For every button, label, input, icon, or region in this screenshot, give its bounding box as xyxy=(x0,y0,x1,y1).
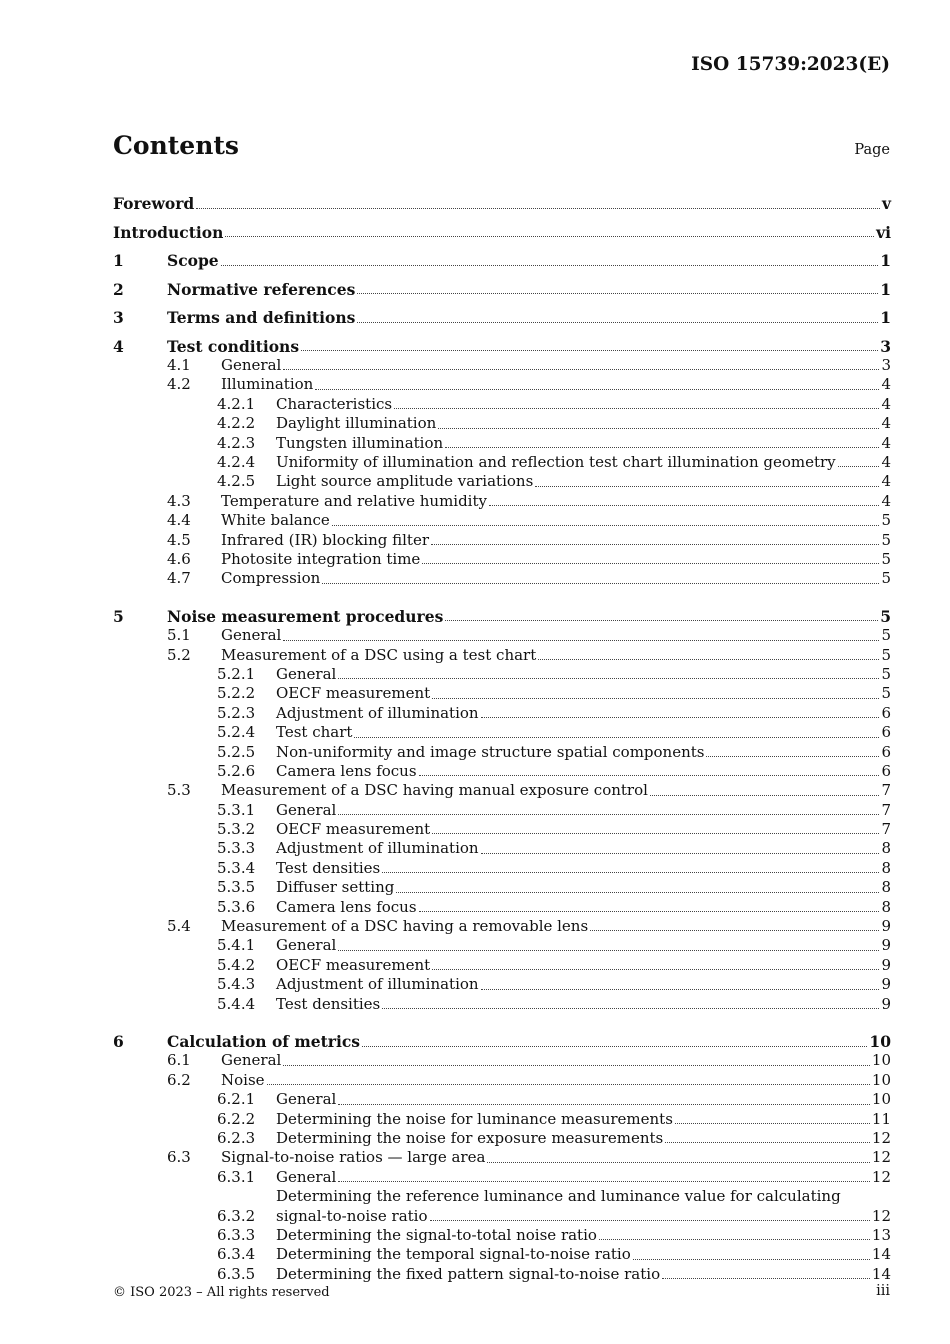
dot-leader xyxy=(487,1162,870,1163)
section-gap xyxy=(113,1014,891,1023)
dot-leader xyxy=(445,447,879,448)
dot-leader xyxy=(633,1259,870,1260)
section-gap xyxy=(113,589,891,598)
toc-entry-page: 12 xyxy=(871,1129,891,1148)
dot-leader xyxy=(662,1278,870,1279)
toc-entry-title: General xyxy=(221,1051,282,1070)
dot-leader xyxy=(489,505,879,506)
toc-entry-title: General xyxy=(276,1090,337,1109)
toc-entry-number: 4.4 xyxy=(167,511,191,530)
toc-entry-title: General xyxy=(276,936,337,955)
toc-entry[interactable] xyxy=(113,1245,891,1264)
dot-leader xyxy=(283,369,879,370)
toc-entry[interactable] xyxy=(113,646,891,665)
toc-entry-number: 4.1 xyxy=(167,355,191,374)
toc-entry-title: Scope xyxy=(167,251,219,271)
dot-leader xyxy=(419,775,880,776)
toc-entry[interactable] xyxy=(113,743,891,762)
toc-entry[interactable] xyxy=(113,414,891,433)
toc-entry[interactable] xyxy=(113,375,891,394)
toc-entry[interactable] xyxy=(113,1168,891,1187)
toc-entry[interactable] xyxy=(113,665,891,684)
toc-entry-number: 3 xyxy=(113,308,124,328)
toc-entry-page: 5 xyxy=(881,645,891,664)
dot-leader xyxy=(419,911,880,912)
toc-entry-number: 5.2.5 xyxy=(217,742,256,761)
toc-entry-title: Temperature and relative humidity xyxy=(221,491,487,510)
dot-leader xyxy=(432,969,879,970)
dot-leader xyxy=(332,525,880,526)
toc-entry[interactable] xyxy=(113,1023,891,1052)
toc-entry-title: Normative references xyxy=(167,279,356,299)
dot-leader xyxy=(301,350,878,351)
toc-entry-title: Tungsten illumination xyxy=(276,433,444,452)
toc-entry-page: 7 xyxy=(881,820,891,839)
toc-entry-page: 3 xyxy=(880,336,891,356)
toc-entry-page: 8 xyxy=(881,839,891,858)
dot-leader xyxy=(382,1008,879,1009)
toc-entry[interactable] xyxy=(113,214,891,243)
toc-entry-number: 6.2.1 xyxy=(217,1090,256,1109)
toc-entry-number: 4 xyxy=(113,336,124,356)
toc-entry-page: v xyxy=(881,194,891,214)
dot-leader xyxy=(338,1104,870,1105)
toc-entry-title: Infrared (IR) blocking filter xyxy=(221,530,429,549)
toc-entry-title: Measurement of a DSC having a removable lens xyxy=(221,917,589,936)
dot-leader xyxy=(357,293,878,294)
toc-entry[interactable] xyxy=(113,1129,891,1148)
dot-leader xyxy=(665,1142,870,1143)
toc-entry-title: Determining the noise for luminance measurements xyxy=(276,1109,673,1128)
toc-entry[interactable] xyxy=(113,395,891,414)
toc-entry-page: 1 xyxy=(880,308,891,328)
toc-entry[interactable] xyxy=(113,781,891,800)
toc-entry-number: 6.3.3 xyxy=(217,1226,256,1245)
toc-entry-number: 4.2 xyxy=(167,375,191,394)
toc-entry-title: Diffuser setting xyxy=(276,878,395,897)
toc-entry-page: 8 xyxy=(881,897,891,916)
toc-entry[interactable] xyxy=(113,995,891,1014)
dot-leader xyxy=(481,853,880,854)
dot-leader xyxy=(338,1181,870,1182)
dot-leader xyxy=(338,950,879,951)
toc-entry-title: Illumination xyxy=(221,375,314,394)
toc-entry-title: Noise measurement procedures xyxy=(167,606,444,626)
toc-entry-number: 5.1 xyxy=(167,626,191,645)
toc-entry-page: 5 xyxy=(881,626,891,645)
toc-entry-page: 10 xyxy=(871,1070,891,1089)
toc-entry-title: Test chart xyxy=(276,723,353,742)
toc-entry-number: 6.2.3 xyxy=(217,1129,256,1148)
toc-entry-page: 9 xyxy=(881,975,891,994)
toc-entry-number: 5 xyxy=(113,606,124,626)
toc-entry[interactable] xyxy=(113,975,891,994)
toc-entry-page: 7 xyxy=(881,800,891,819)
toc-entry-title: Introduction xyxy=(113,222,224,242)
toc-entry-title: OECF measurement xyxy=(276,684,431,703)
toc-entry-page: 6 xyxy=(881,723,891,742)
toc-entry-page: 12 xyxy=(871,1148,891,1167)
dot-leader xyxy=(481,989,880,990)
toc-entry-title-continuation xyxy=(276,1207,891,1226)
toc-entry-title: Test densities xyxy=(276,994,381,1013)
dot-leader xyxy=(432,833,879,834)
toc-entry-number: 5.2.4 xyxy=(217,723,256,742)
toc-entry-page: 12 xyxy=(871,1206,891,1225)
dot-leader xyxy=(338,814,879,815)
toc-entry-page: vi xyxy=(876,222,891,242)
toc-entry-number: 4.6 xyxy=(167,549,191,568)
toc-entry-title: White balance xyxy=(221,511,330,530)
toc-entry-number: 4.7 xyxy=(167,569,191,588)
dot-leader xyxy=(445,620,878,621)
dot-leader xyxy=(394,408,879,409)
toc-entry-title: Uniformity of illumination and reflection test chart illumination geometry xyxy=(276,452,836,471)
toc-entry-number: 4.3 xyxy=(167,491,191,510)
toc-entry-number: 5.4.1 xyxy=(217,936,256,955)
toc-entry[interactable] xyxy=(113,1110,891,1129)
toc-entry[interactable] xyxy=(113,762,891,781)
toc-entry[interactable] xyxy=(113,299,891,328)
toc-entry[interactable] xyxy=(113,434,891,453)
dot-leader xyxy=(431,544,879,545)
toc-entry-number: 6.3.5 xyxy=(217,1264,256,1283)
toc-entry[interactable] xyxy=(113,453,891,472)
toc-entry-number: 5.2.1 xyxy=(217,664,256,683)
toc-entry[interactable] xyxy=(113,1148,891,1167)
toc-entry-title: Determining the reference luminance and luminance value for calculating xyxy=(276,1187,841,1206)
toc-entry[interactable] xyxy=(113,917,891,936)
toc-entry-page: 7 xyxy=(881,781,891,800)
toc-entry-page: 10 xyxy=(871,1051,891,1070)
dot-leader xyxy=(675,1123,870,1124)
toc-entry-number: 2 xyxy=(113,279,124,299)
dot-leader xyxy=(430,1220,870,1221)
toc-entry-number: 4.2.1 xyxy=(217,394,256,413)
toc-entry-number: 5.3.3 xyxy=(217,839,256,858)
toc-entry-number: 4.2.3 xyxy=(217,433,256,452)
toc-entry-page: 6 xyxy=(881,742,891,761)
toc-entry-page: 14 xyxy=(871,1264,891,1283)
toc-entry-number: 5.3 xyxy=(167,781,191,800)
toc-entry-title: General xyxy=(221,355,282,374)
toc-entry[interactable] xyxy=(113,185,891,214)
toc-entry[interactable] xyxy=(113,472,891,491)
toc-entry-title: Terms and definitions xyxy=(167,308,356,328)
dot-leader xyxy=(590,930,879,931)
toc-entry-title: Noise xyxy=(221,1070,265,1089)
dot-leader xyxy=(315,389,879,390)
toc-entry-title: General xyxy=(276,664,337,683)
toc-entry-page: 12 xyxy=(871,1167,891,1186)
toc-entry-title: Determining the noise for exposure measurements xyxy=(276,1129,664,1148)
toc-entry-title: Measurement of a DSC using a test chart xyxy=(221,645,537,664)
toc-entry[interactable] xyxy=(113,723,891,742)
toc-entry-title: Adjustment of illumination xyxy=(276,975,479,994)
dot-leader xyxy=(422,563,879,564)
toc-entry-number: 5.2.3 xyxy=(217,703,256,722)
dot-leader xyxy=(706,756,879,757)
toc-entry-title: Measurement of a DSC having manual exposure control xyxy=(221,781,648,800)
dot-leader xyxy=(382,872,879,873)
dot-leader xyxy=(354,737,879,738)
toc-entry-title: Test densities xyxy=(276,858,381,877)
toc-entry-number: 5.3.4 xyxy=(217,858,256,877)
toc-entry-number: 5.3.2 xyxy=(217,820,256,839)
toc-entry-title: Signal-to-noise ratios — large area xyxy=(221,1148,486,1167)
toc-entry-title: General xyxy=(276,800,337,819)
toc-entry-page: 3 xyxy=(881,355,891,374)
dot-leader xyxy=(396,892,879,893)
toc-entry-page: 1 xyxy=(880,279,891,299)
toc-entry[interactable] xyxy=(113,356,891,375)
toc-entry-title: Photosite integration time xyxy=(221,549,421,568)
toc-entry[interactable] xyxy=(113,1226,891,1245)
toc-entry-page: 5 xyxy=(881,511,891,530)
toc-entry[interactable] xyxy=(113,839,891,858)
toc-entry-number: 6.1 xyxy=(167,1051,191,1070)
toc-entry-page: 5 xyxy=(881,569,891,588)
toc-entry-page: 8 xyxy=(881,858,891,877)
toc-entry-page: 8 xyxy=(881,878,891,897)
toc-entry[interactable] xyxy=(113,801,891,820)
toc-entry-title: Compression xyxy=(221,569,321,588)
dot-leader xyxy=(538,659,879,660)
toc-entry-number: 6.3 xyxy=(167,1148,191,1167)
toc-entry-page: 1 xyxy=(880,251,891,271)
toc-entry-title: Adjustment of illumination xyxy=(276,839,479,858)
toc-entry-number: 4.2.4 xyxy=(217,452,256,471)
toc-entry-title: Determining the fixed pattern signal-to-noise ratio xyxy=(276,1264,661,1283)
toc-entry-number: 6.3.2 xyxy=(217,1206,256,1225)
toc-entry-title: OECF measurement xyxy=(276,820,431,839)
toc-entry-page: 6 xyxy=(881,761,891,780)
toc-entry-page: 6 xyxy=(881,703,891,722)
toc-entry-title: Determining the temporal signal-to-noise ratio xyxy=(276,1245,631,1264)
toc-entry-page: 5 xyxy=(881,664,891,683)
dot-leader xyxy=(283,1065,870,1066)
document-id: ISO 15739:2023(E) xyxy=(691,54,890,75)
toc-entry-title: Non-uniformity and image structure spatial components xyxy=(276,742,705,761)
toc-entry-number: 1 xyxy=(113,251,124,271)
toc-entry-page: 9 xyxy=(881,955,891,974)
toc-entry-page: 11 xyxy=(871,1109,891,1128)
toc-entry-page: 4 xyxy=(881,414,891,433)
toc-entry[interactable] xyxy=(113,1090,891,1109)
toc-entry-title: Camera lens focus xyxy=(276,897,417,916)
page-number: iii xyxy=(876,1283,890,1299)
toc-entry-page: 5 xyxy=(881,684,891,703)
dot-leader xyxy=(225,236,874,237)
toc-entry-page: 4 xyxy=(881,394,891,413)
copyright-notice: © ISO 2023 – All rights reserved xyxy=(113,1285,330,1300)
toc-entry-title: Foreword xyxy=(113,194,195,214)
toc-entry-number: 5.4.2 xyxy=(217,955,256,974)
toc-entry-page: 13 xyxy=(871,1226,891,1245)
toc-entry[interactable] xyxy=(113,684,891,703)
toc-entry-number: 6.2.2 xyxy=(217,1109,256,1128)
toc-entry-title: OECF measurement xyxy=(276,955,431,974)
toc-entry-page: 4 xyxy=(881,452,891,471)
toc-entry-number: 5.4.3 xyxy=(217,975,256,994)
toc-entry[interactable] xyxy=(113,859,891,878)
toc-entry-number: 5.3.5 xyxy=(217,878,256,897)
toc-entry-number: 5.2.2 xyxy=(217,684,256,703)
table-of-contents xyxy=(113,185,891,1284)
toc-entry-number: 6 xyxy=(113,1032,124,1052)
toc-entry[interactable] xyxy=(113,328,891,357)
toc-entry-title-block xyxy=(276,1187,891,1226)
dot-leader xyxy=(196,208,880,209)
toc-entry[interactable] xyxy=(113,626,891,645)
toc-entry-page: 4 xyxy=(881,375,891,394)
toc-entry-number: 5.4 xyxy=(167,917,191,936)
toc-entry-title: Light source amplitude variations xyxy=(276,472,534,491)
toc-entry[interactable] xyxy=(113,598,891,627)
dot-leader xyxy=(221,265,879,266)
toc-entry-number: 5.2 xyxy=(167,645,191,664)
toc-entry[interactable] xyxy=(113,956,891,975)
toc-entry-page: 14 xyxy=(871,1245,891,1264)
toc-entry[interactable] xyxy=(113,492,891,511)
toc-entry[interactable] xyxy=(113,878,891,897)
dot-leader xyxy=(535,486,879,487)
toc-entry-title: Characteristics xyxy=(276,394,393,413)
toc-entry-page: 9 xyxy=(881,936,891,955)
toc-entry-number: 6.3.1 xyxy=(217,1167,256,1186)
dot-leader xyxy=(283,640,879,641)
toc-entry-title: Test conditions xyxy=(167,336,300,356)
toc-entry-number: 4.5 xyxy=(167,530,191,549)
toc-entry-title: Calculation of metrics xyxy=(167,1032,361,1052)
toc-entry[interactable] xyxy=(113,1265,891,1284)
toc-entry[interactable] xyxy=(113,936,891,955)
toc-entry-number: 6.3.4 xyxy=(217,1245,256,1264)
toc-entry[interactable] xyxy=(113,704,891,723)
toc-entry-number: 5.3.6 xyxy=(217,897,256,916)
toc-entry[interactable] xyxy=(113,820,891,839)
toc-entry-title: Camera lens focus xyxy=(276,761,417,780)
toc-entry-page: 10 xyxy=(871,1090,891,1109)
dot-leader xyxy=(338,678,879,679)
dot-leader xyxy=(838,466,880,467)
toc-entry-page: 4 xyxy=(881,433,891,452)
dot-leader xyxy=(432,698,879,699)
toc-entry-page: 4 xyxy=(881,472,891,491)
toc-entry-number: 4.2.2 xyxy=(217,414,256,433)
toc-entry-page: 5 xyxy=(881,549,891,568)
toc-entry[interactable] xyxy=(113,1052,891,1071)
toc-entry-page: 4 xyxy=(881,491,891,510)
toc-entry-number: 5.2.6 xyxy=(217,761,256,780)
page-column-label: Page xyxy=(854,142,890,158)
toc-entry-page: 10 xyxy=(869,1032,891,1052)
toc-entry-page: 9 xyxy=(881,917,891,936)
toc-entry[interactable] xyxy=(113,242,891,271)
dot-leader xyxy=(599,1239,870,1240)
toc-entry-title-line2: signal-to-noise ratio xyxy=(276,1206,428,1225)
dot-leader xyxy=(438,428,879,429)
toc-entry-page: 5 xyxy=(881,530,891,549)
toc-entry-number: 5.3.1 xyxy=(217,800,256,819)
toc-entry[interactable] xyxy=(113,550,891,569)
toc-entry[interactable] xyxy=(113,569,891,588)
dot-leader xyxy=(481,717,880,718)
toc-entry-title: General xyxy=(276,1167,337,1186)
toc-entry-number: 4.2.5 xyxy=(217,472,256,491)
toc-entry[interactable] xyxy=(113,511,891,530)
toc-entry-number: 6.2 xyxy=(167,1070,191,1089)
contents-title: Contents xyxy=(113,131,240,160)
toc-entry-page: 9 xyxy=(881,994,891,1013)
toc-entry[interactable] xyxy=(113,271,891,300)
toc-entry[interactable] xyxy=(113,1187,891,1226)
toc-entry-title: Daylight illumination xyxy=(276,414,437,433)
toc-entry[interactable] xyxy=(113,1071,891,1090)
dot-leader xyxy=(650,795,880,796)
toc-entry[interactable] xyxy=(113,898,891,917)
dot-leader xyxy=(357,322,878,323)
toc-entry-title: Adjustment of illumination xyxy=(276,703,479,722)
dot-leader xyxy=(362,1046,867,1047)
toc-entry-number: 5.4.4 xyxy=(217,994,256,1013)
toc-entry-page: 5 xyxy=(880,606,891,626)
toc-entry[interactable] xyxy=(113,531,891,550)
toc-entry-title: Determining the signal-to-total noise ratio xyxy=(276,1226,597,1245)
dot-leader xyxy=(322,583,879,584)
toc-entry-title: General xyxy=(221,626,282,645)
dot-leader xyxy=(267,1084,870,1085)
